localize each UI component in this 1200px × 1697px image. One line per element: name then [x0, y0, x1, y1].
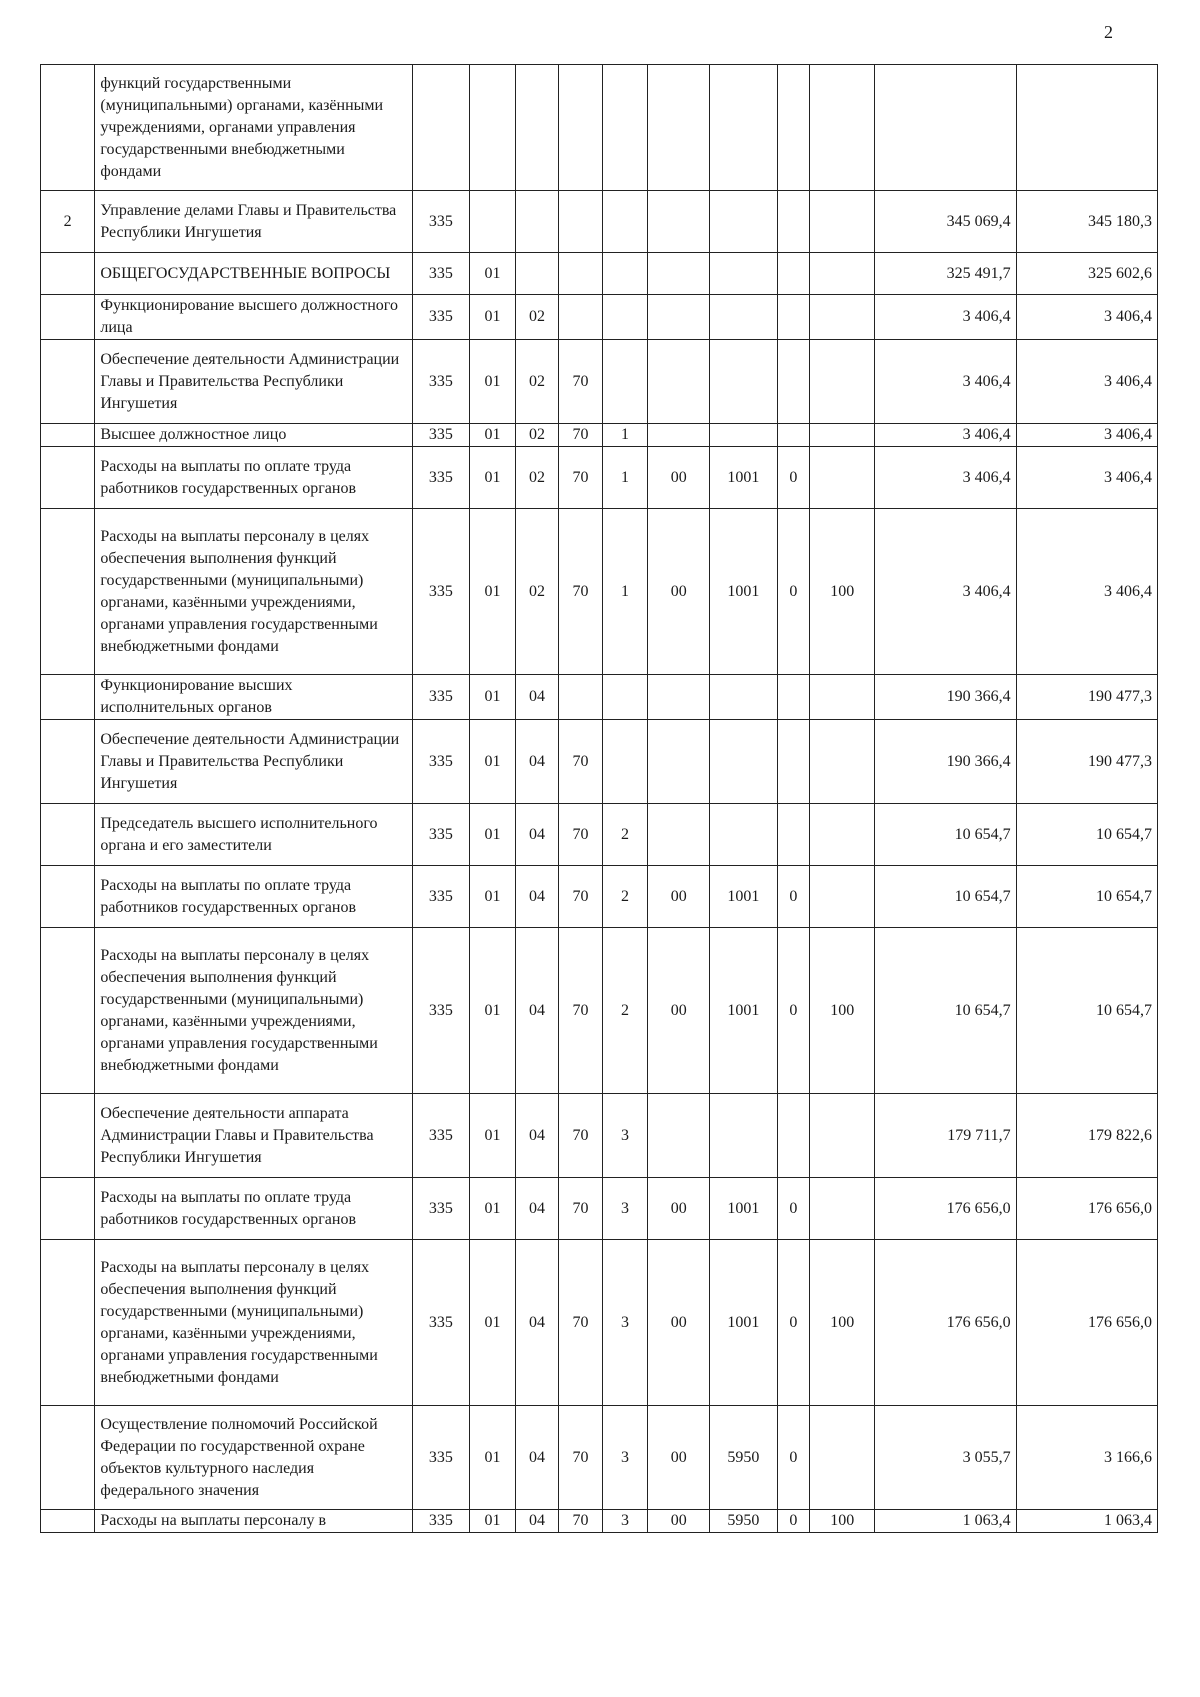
subsection-code-cell: 04: [515, 1178, 558, 1240]
table-row: [41, 65, 1158, 191]
row-number-cell: [41, 1094, 95, 1178]
item-name-cell: Обеспечение деятельности Администрации Главы и Правительства Республики Ингушетия: [95, 720, 412, 804]
program-code-cell: 70: [559, 1406, 602, 1510]
program-code-cell: 70: [559, 1178, 602, 1240]
ministry-code-cell: 335: [412, 340, 470, 424]
expense-type-cell: [810, 1094, 875, 1178]
subsection-code-cell: 02: [515, 509, 558, 675]
direction-code-cell: [710, 1094, 777, 1178]
sub-direction-code-cell: [777, 295, 810, 340]
expense-type-cell: [810, 295, 875, 340]
amount-first-year-cell: 190 366,4: [875, 675, 1016, 720]
program-code-cell: 70: [559, 1094, 602, 1178]
amount-first-year-cell: 3 406,4: [875, 509, 1016, 675]
subsection-code-cell: [515, 253, 558, 295]
ministry-code-cell: 335: [412, 928, 470, 1094]
amount-first-year-cell: 10 654,7: [875, 866, 1016, 928]
amount-second-year-cell: 1 063,4: [1016, 1510, 1157, 1533]
sub-direction-code-cell: [777, 191, 810, 253]
row-number-cell: [41, 1510, 95, 1533]
table-row: [41, 447, 1158, 509]
subsection-code-cell: 04: [515, 675, 558, 720]
table-row: [41, 1406, 1158, 1510]
program-code-cell: 70: [559, 424, 602, 447]
direction-code-cell: 1001: [710, 1240, 777, 1406]
amount-second-year-cell: 3 406,4: [1016, 424, 1157, 447]
event-code-cell: 00: [648, 1240, 710, 1406]
amount-second-year-cell: 190 477,3: [1016, 720, 1157, 804]
direction-code-cell: [710, 720, 777, 804]
amount-first-year-cell: [875, 65, 1016, 191]
amount-first-year-cell: 345 069,4: [875, 191, 1016, 253]
subsection-code-cell: 02: [515, 295, 558, 340]
expense-type-cell: 100: [810, 1240, 875, 1406]
direction-code-cell: [710, 804, 777, 866]
item-name-cell: Управление делами Главы и Правительства Республики Ингушетия: [95, 191, 412, 253]
direction-code-cell: 1001: [710, 928, 777, 1094]
sub-direction-code-cell: [777, 253, 810, 295]
program-code-cell: 70: [559, 804, 602, 866]
program-code-cell: 70: [559, 509, 602, 675]
program-code-cell: 70: [559, 866, 602, 928]
amount-second-year-cell: 10 654,7: [1016, 928, 1157, 1094]
page-number: 2: [1104, 22, 1113, 42]
event-code-cell: 00: [648, 447, 710, 509]
subsection-code-cell: 04: [515, 866, 558, 928]
section-code-cell: 01: [470, 720, 516, 804]
expense-type-cell: 100: [810, 928, 875, 1094]
sub-direction-code-cell: 0: [777, 1240, 810, 1406]
subprogram-code-cell: [602, 340, 648, 424]
item-name-cell: ОБЩЕГОСУДАРСТВЕННЫЕ ВОПРОСЫ: [95, 253, 412, 295]
event-code-cell: 00: [648, 866, 710, 928]
row-number-cell: [41, 340, 95, 424]
ministry-code-cell: 335: [412, 509, 470, 675]
event-code-cell: 00: [648, 1178, 710, 1240]
amount-first-year-cell: 10 654,7: [875, 804, 1016, 866]
event-code-cell: [648, 675, 710, 720]
ministry-code-cell: 335: [412, 253, 470, 295]
subsection-code-cell: 04: [515, 804, 558, 866]
table-row: [41, 1094, 1158, 1178]
row-number-cell: [41, 295, 95, 340]
amount-first-year-cell: 3 406,4: [875, 340, 1016, 424]
subsection-code-cell: 04: [515, 1406, 558, 1510]
row-number-cell: [41, 1406, 95, 1510]
program-code-cell: [559, 295, 602, 340]
amount-second-year-cell: 3 406,4: [1016, 340, 1157, 424]
table-row: [41, 424, 1158, 447]
subprogram-code-cell: 3: [602, 1094, 648, 1178]
program-code-cell: 70: [559, 447, 602, 509]
event-code-cell: [648, 65, 710, 191]
amount-first-year-cell: 176 656,0: [875, 1240, 1016, 1406]
item-name-cell: Функционирование высших исполнительных органов: [95, 675, 412, 720]
row-number-cell: [41, 447, 95, 509]
expense-type-cell: [810, 191, 875, 253]
table-row: [41, 340, 1158, 424]
sub-direction-code-cell: [777, 424, 810, 447]
expense-type-cell: [810, 804, 875, 866]
subprogram-code-cell: [602, 720, 648, 804]
item-name-cell: функций государственными (муниципальными) органами, казёнными учреждениями, органами управления государственными внебюджетными фондами: [95, 65, 412, 191]
amount-second-year-cell: 179 822,6: [1016, 1094, 1157, 1178]
amount-second-year-cell: 3 406,4: [1016, 509, 1157, 675]
item-name-cell: Обеспечение деятельности Администрации Главы и Правительства Республики Ингушетия: [95, 340, 412, 424]
ministry-code-cell: 335: [412, 1178, 470, 1240]
sub-direction-code-cell: [777, 340, 810, 424]
direction-code-cell: 1001: [710, 509, 777, 675]
amount-first-year-cell: 3 055,7: [875, 1406, 1016, 1510]
event-code-cell: [648, 804, 710, 866]
amount-second-year-cell: 345 180,3: [1016, 191, 1157, 253]
program-code-cell: 70: [559, 340, 602, 424]
amount-second-year-cell: 325 602,6: [1016, 253, 1157, 295]
amount-first-year-cell: 1 063,4: [875, 1510, 1016, 1533]
amount-first-year-cell: 3 406,4: [875, 447, 1016, 509]
ministry-code-cell: 335: [412, 1094, 470, 1178]
expense-type-cell: [810, 424, 875, 447]
ministry-code-cell: 335: [412, 720, 470, 804]
subsection-code-cell: 02: [515, 447, 558, 509]
program-code-cell: 70: [559, 1510, 602, 1533]
amount-second-year-cell: 190 477,3: [1016, 675, 1157, 720]
expense-type-cell: [810, 253, 875, 295]
sub-direction-code-cell: [777, 720, 810, 804]
event-code-cell: [648, 191, 710, 253]
section-code-cell: 01: [470, 340, 516, 424]
expense-type-cell: 100: [810, 509, 875, 675]
section-code-cell: 01: [470, 295, 516, 340]
sub-direction-code-cell: 0: [777, 1510, 810, 1533]
expense-type-cell: [810, 866, 875, 928]
ministry-code-cell: 335: [412, 191, 470, 253]
direction-code-cell: 1001: [710, 866, 777, 928]
direction-code-cell: [710, 340, 777, 424]
item-name-cell: Расходы на выплаты персоналу в целях обеспечения выполнения функций государственными (муниципальными) органами, казёнными учреждениями, органами управления государственными внебюджетными фондами: [95, 509, 412, 675]
subprogram-code-cell: 2: [602, 928, 648, 1094]
sub-direction-code-cell: 0: [777, 1406, 810, 1510]
amount-second-year-cell: 3 406,4: [1016, 447, 1157, 509]
row-number-cell: [41, 253, 95, 295]
item-name-cell: Функционирование высшего должностного лица: [95, 295, 412, 340]
ministry-code-cell: 335: [412, 447, 470, 509]
sub-direction-code-cell: 0: [777, 447, 810, 509]
section-code-cell: 01: [470, 424, 516, 447]
section-code-cell: 01: [470, 866, 516, 928]
section-code-cell: 01: [470, 253, 516, 295]
direction-code-cell: 1001: [710, 1178, 777, 1240]
direction-code-cell: [710, 295, 777, 340]
expense-type-cell: [810, 447, 875, 509]
subprogram-code-cell: 3: [602, 1510, 648, 1533]
subsection-code-cell: [515, 191, 558, 253]
event-code-cell: 00: [648, 928, 710, 1094]
ministry-code-cell: 335: [412, 1406, 470, 1510]
section-code-cell: 01: [470, 804, 516, 866]
table-row: [41, 675, 1158, 720]
section-code-cell: 01: [470, 1178, 516, 1240]
event-code-cell: 00: [648, 1406, 710, 1510]
expense-type-cell: [810, 720, 875, 804]
subprogram-code-cell: [602, 675, 648, 720]
amount-second-year-cell: 176 656,0: [1016, 1240, 1157, 1406]
program-code-cell: [559, 253, 602, 295]
sub-direction-code-cell: 0: [777, 1178, 810, 1240]
expense-type-cell: [810, 340, 875, 424]
direction-code-cell: [710, 424, 777, 447]
event-code-cell: 00: [648, 509, 710, 675]
table-row: [41, 509, 1158, 675]
ministry-code-cell: 335: [412, 295, 470, 340]
event-code-cell: [648, 1094, 710, 1178]
amount-first-year-cell: 176 656,0: [875, 1178, 1016, 1240]
table-row: [41, 191, 1158, 253]
direction-code-cell: 5950: [710, 1406, 777, 1510]
subprogram-code-cell: 1: [602, 509, 648, 675]
program-code-cell: 70: [559, 720, 602, 804]
program-code-cell: 70: [559, 1240, 602, 1406]
item-name-cell: Расходы на выплаты по оплате труда работников государственных органов: [95, 447, 412, 509]
table-row: [41, 295, 1158, 340]
ministry-code-cell: 335: [412, 424, 470, 447]
section-code-cell: 01: [470, 447, 516, 509]
subsection-code-cell: 02: [515, 340, 558, 424]
expense-type-cell: [810, 1406, 875, 1510]
direction-code-cell: [710, 191, 777, 253]
item-name-cell: Осуществление полномочий Российской Федерации по государственной охране объектов культурного наследия федерального значения: [95, 1406, 412, 1510]
amount-second-year-cell: 3 166,6: [1016, 1406, 1157, 1510]
subprogram-code-cell: 3: [602, 1178, 648, 1240]
table-row: [41, 928, 1158, 1094]
sub-direction-code-cell: 0: [777, 866, 810, 928]
table-row: [41, 253, 1158, 295]
table-row: [41, 1178, 1158, 1240]
table-row: [41, 804, 1158, 866]
item-name-cell: Высшее должностное лицо: [95, 424, 412, 447]
ministry-code-cell: 335: [412, 804, 470, 866]
subprogram-code-cell: 2: [602, 866, 648, 928]
amount-first-year-cell: 3 406,4: [875, 424, 1016, 447]
sub-direction-code-cell: [777, 1094, 810, 1178]
direction-code-cell: [710, 65, 777, 191]
ministry-code-cell: 335: [412, 1510, 470, 1533]
row-number-cell: [41, 720, 95, 804]
subsection-code-cell: 04: [515, 1510, 558, 1533]
row-number-cell: [41, 866, 95, 928]
table-row: [41, 1510, 1158, 1533]
ministry-code-cell: 335: [412, 866, 470, 928]
table-row: [41, 1240, 1158, 1406]
ministry-code-cell: [412, 65, 470, 191]
item-name-cell: Расходы на выплаты по оплате труда работников государственных органов: [95, 1178, 412, 1240]
subprogram-code-cell: 1: [602, 447, 648, 509]
ministry-code-cell: 335: [412, 675, 470, 720]
row-number-cell: [41, 928, 95, 1094]
amount-second-year-cell: 10 654,7: [1016, 804, 1157, 866]
row-number-cell: [41, 424, 95, 447]
direction-code-cell: 5950: [710, 1510, 777, 1533]
section-code-cell: 01: [470, 1510, 516, 1533]
amount-first-year-cell: 179 711,7: [875, 1094, 1016, 1178]
program-code-cell: [559, 191, 602, 253]
amount-second-year-cell: 10 654,7: [1016, 866, 1157, 928]
subprogram-code-cell: 2: [602, 804, 648, 866]
budget-table: [40, 64, 1158, 1533]
event-code-cell: [648, 253, 710, 295]
subsection-code-cell: 04: [515, 928, 558, 1094]
amount-first-year-cell: 325 491,7: [875, 253, 1016, 295]
subprogram-code-cell: [602, 65, 648, 191]
program-code-cell: [559, 65, 602, 191]
program-code-cell: [559, 675, 602, 720]
row-number-cell: [41, 1178, 95, 1240]
subprogram-code-cell: 3: [602, 1240, 648, 1406]
subsection-code-cell: [515, 65, 558, 191]
item-name-cell: Расходы на выплаты персоналу в: [95, 1510, 412, 1533]
expense-type-cell: [810, 65, 875, 191]
section-code-cell: [470, 191, 516, 253]
subprogram-code-cell: [602, 295, 648, 340]
row-number-cell: [41, 804, 95, 866]
subsection-code-cell: 04: [515, 720, 558, 804]
direction-code-cell: 1001: [710, 447, 777, 509]
amount-second-year-cell: 176 656,0: [1016, 1178, 1157, 1240]
direction-code-cell: [710, 253, 777, 295]
section-code-cell: 01: [470, 928, 516, 1094]
subsection-code-cell: 02: [515, 424, 558, 447]
sub-direction-code-cell: 0: [777, 509, 810, 675]
amount-second-year-cell: 3 406,4: [1016, 295, 1157, 340]
event-code-cell: 00: [648, 1510, 710, 1533]
item-name-cell: Расходы на выплаты по оплате труда работников государственных органов: [95, 866, 412, 928]
amount-second-year-cell: [1016, 65, 1157, 191]
sub-direction-code-cell: [777, 804, 810, 866]
expense-type-cell: [810, 1178, 875, 1240]
section-code-cell: 01: [470, 1406, 516, 1510]
table-body: [41, 65, 1158, 1533]
table-row: [41, 720, 1158, 804]
subprogram-code-cell: 1: [602, 424, 648, 447]
sub-direction-code-cell: [777, 65, 810, 191]
row-number-cell: [41, 65, 95, 191]
item-name-cell: Обеспечение деятельности аппарата Администрации Главы и Правительства Республики Ингушетия: [95, 1094, 412, 1178]
row-number-cell: 2: [41, 191, 95, 253]
subprogram-code-cell: 3: [602, 1406, 648, 1510]
expense-type-cell: [810, 675, 875, 720]
subsection-code-cell: 04: [515, 1240, 558, 1406]
section-code-cell: 01: [470, 1094, 516, 1178]
section-code-cell: 01: [470, 1240, 516, 1406]
subsection-code-cell: 04: [515, 1094, 558, 1178]
program-code-cell: 70: [559, 928, 602, 1094]
direction-code-cell: [710, 675, 777, 720]
amount-first-year-cell: 10 654,7: [875, 928, 1016, 1094]
ministry-code-cell: 335: [412, 1240, 470, 1406]
table-row: [41, 866, 1158, 928]
row-number-cell: [41, 509, 95, 675]
event-code-cell: [648, 720, 710, 804]
section-code-cell: 01: [470, 509, 516, 675]
item-name-cell: Председатель высшего исполнительного органа и его заместители: [95, 804, 412, 866]
sub-direction-code-cell: [777, 675, 810, 720]
event-code-cell: [648, 295, 710, 340]
row-number-cell: [41, 675, 95, 720]
section-code-cell: [470, 65, 516, 191]
amount-first-year-cell: 190 366,4: [875, 720, 1016, 804]
event-code-cell: [648, 424, 710, 447]
item-name-cell: Расходы на выплаты персоналу в целях обеспечения выполнения функций государственными (муниципальными) органами, казёнными учреждениями, органами управления государственными внебюджетными фондами: [95, 928, 412, 1094]
subprogram-code-cell: [602, 191, 648, 253]
item-name-cell: Расходы на выплаты персоналу в целях обеспечения выполнения функций государственными (муниципальными) органами, казёнными учреждениями, органами управления государственными внебюджетными фондами: [95, 1240, 412, 1406]
amount-first-year-cell: 3 406,4: [875, 295, 1016, 340]
section-code-cell: 01: [470, 675, 516, 720]
event-code-cell: [648, 340, 710, 424]
subprogram-code-cell: [602, 253, 648, 295]
expense-type-cell: 100: [810, 1510, 875, 1533]
row-number-cell: [41, 1240, 95, 1406]
sub-direction-code-cell: 0: [777, 928, 810, 1094]
